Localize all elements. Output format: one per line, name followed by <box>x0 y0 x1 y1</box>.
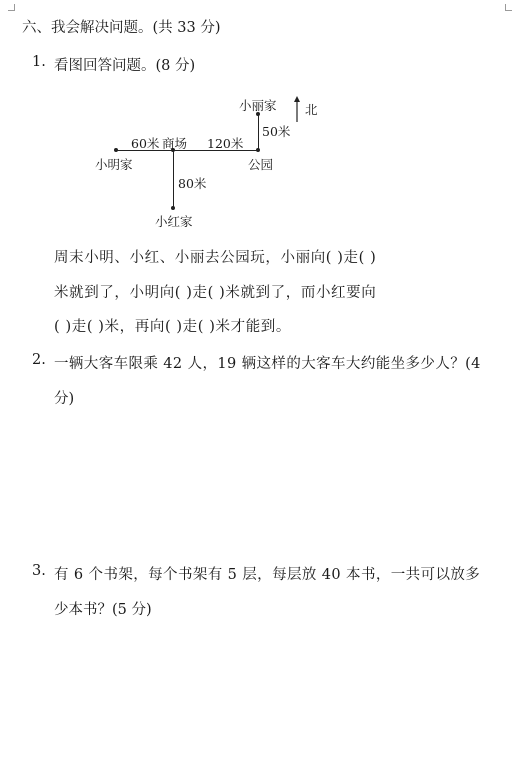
point-xiaoming <box>114 148 118 152</box>
label-north: 北 <box>305 102 318 117</box>
question-1-text-line-1: 周末小明、小红、小丽去公园玩，小丽向( )走( ) <box>54 250 377 266</box>
question-2-line-1: 一辆大客车限乘 42 人，19 辆这样的大客车大约能坐多少人？(4 <box>54 356 481 372</box>
point-park <box>256 148 260 152</box>
north-arrow-icon <box>292 96 302 122</box>
label-distance-left: 60米 <box>131 136 160 151</box>
road-vertical-north <box>258 114 259 151</box>
road-vertical-south <box>173 150 174 208</box>
section-title: 六、我会解决问题。(共 33 分) <box>22 20 221 36</box>
label-mall: 商场 <box>162 136 188 151</box>
map-diagram <box>0 0 523 240</box>
label-distance-right: 120米 <box>207 136 244 151</box>
label-distance-down: 80米 <box>178 176 207 191</box>
question-2-number: 2. <box>32 352 46 368</box>
question-1-number: 1. <box>32 54 46 70</box>
question-3-line-2: 少本书？(5 分) <box>54 602 152 618</box>
question-1-text-line-3: ( )走( )米，再向( )走( )米才能到。 <box>54 319 291 335</box>
question-1-text-line-2: 米就到了，小明向( )走( )米就到了，而小红要向 <box>54 285 377 301</box>
question-3-number: 3. <box>32 563 46 579</box>
label-xiaoli-home: 小丽家 <box>239 98 277 113</box>
question-1-title: 看图回答问题。(8 分) <box>54 58 196 74</box>
point-xiaohong <box>171 206 175 210</box>
label-xiaohong-home: 小红家 <box>155 214 193 229</box>
label-distance-north: 50米 <box>262 124 291 139</box>
question-3-line-1: 有 6 个书架，每个书架有 5 层，每层放 40 本书，一共可以放多 <box>54 567 481 583</box>
question-2-line-2: 分) <box>54 391 75 407</box>
label-park: 公园 <box>248 157 274 172</box>
label-xiaoming-home: 小明家 <box>95 157 133 172</box>
